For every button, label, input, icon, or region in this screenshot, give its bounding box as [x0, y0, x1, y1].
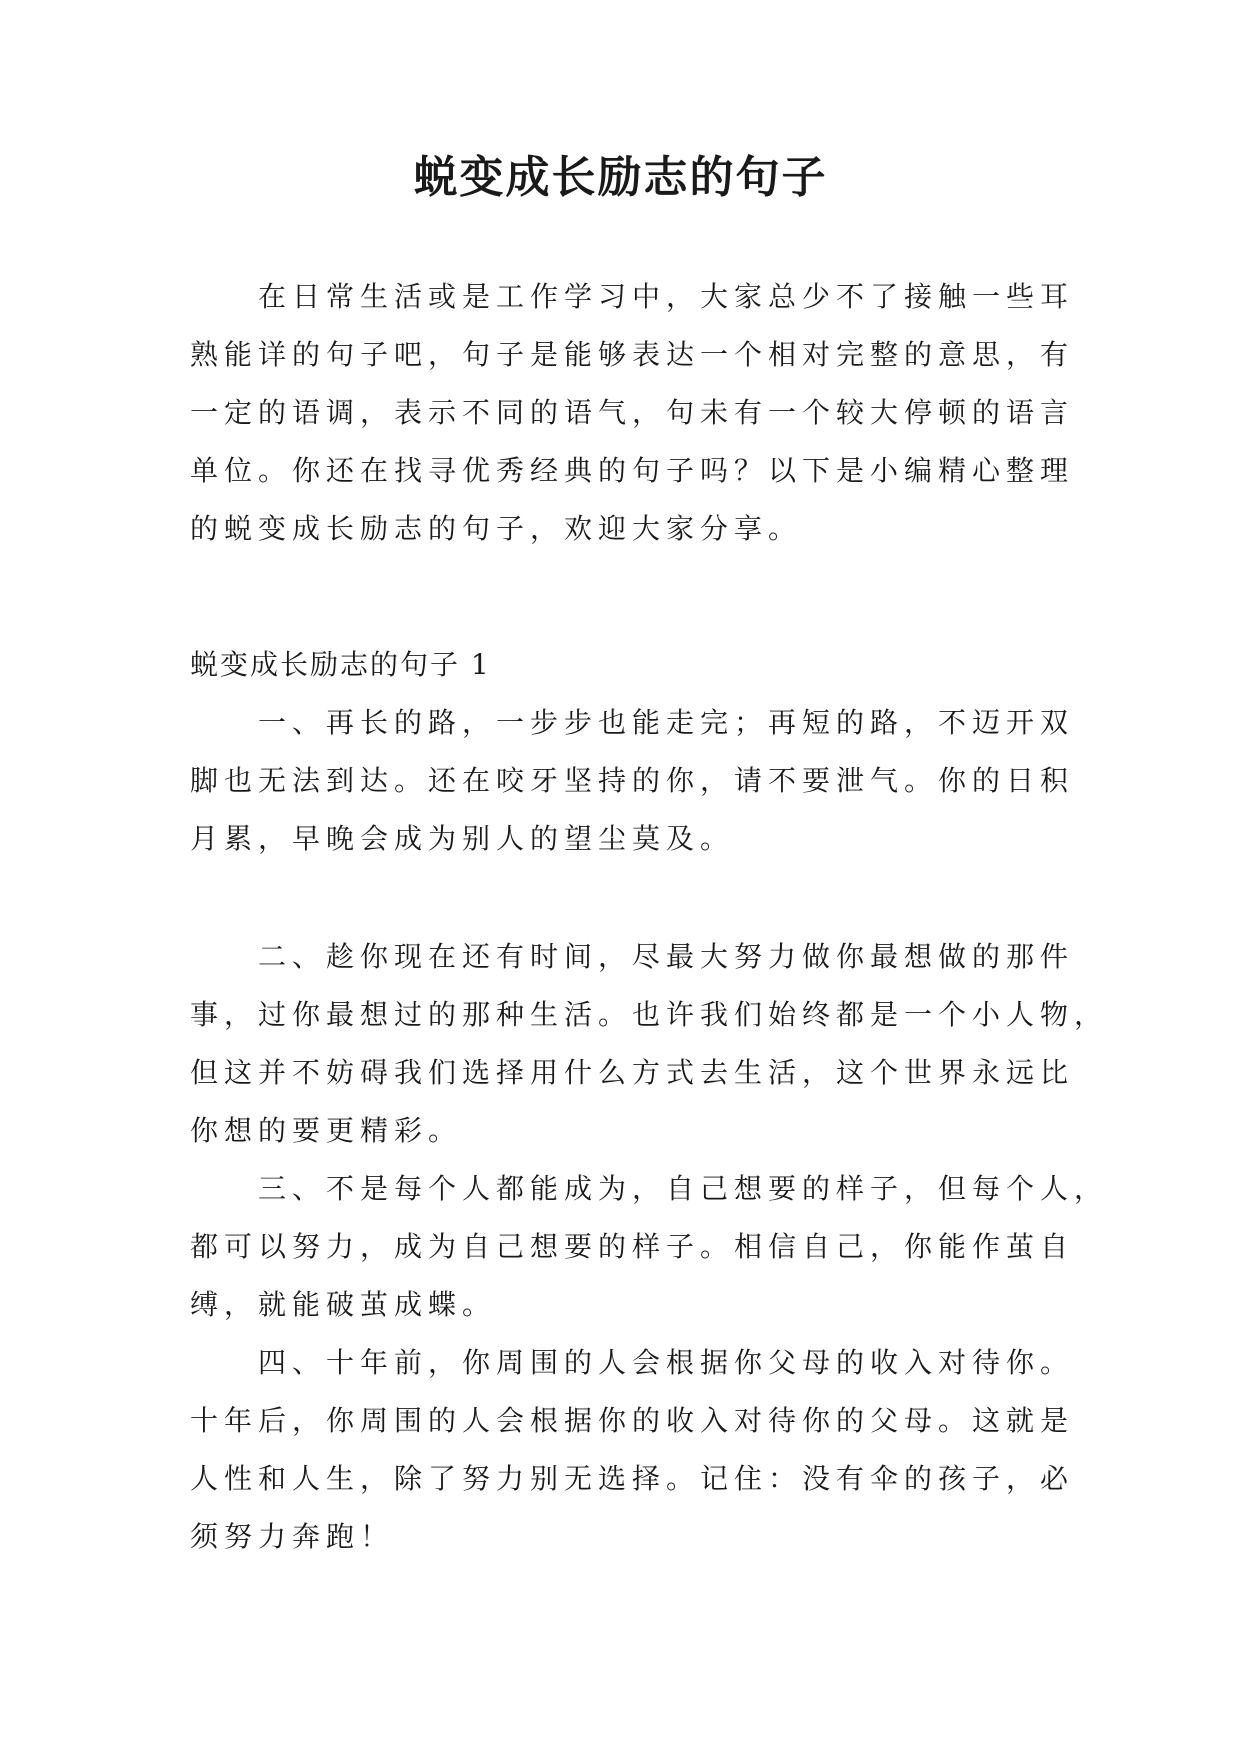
item-3-line: 都可以努力，成为自己想要的样子。相信自己，你能作茧自	[190, 1230, 1075, 1263]
item-4-line: 四、十年前，你周围的人会根据你父母的收入对待你。	[258, 1346, 1075, 1379]
item-4-line: 人性和人生，除了努力别无选择。记住：没有伞的孩子，必	[190, 1462, 1075, 1495]
item-1-paragraph	[190, 694, 1075, 868]
page-title: 蜕变成长励志的句子	[413, 152, 828, 203]
intro-line: 单位。你还在找寻优秀经典的句子吗？以下是小编精心整理	[190, 454, 1075, 487]
intro-line: 熟能详的句子吧，句子是能够表达一个相对完整的意思，有	[190, 338, 1075, 371]
item-2-paragraph	[190, 928, 1109, 1160]
intro-line: 一定的语调，表示不同的语气，句未有一个较大停顿的语言	[190, 396, 1075, 429]
item-4-paragraph	[190, 1334, 1075, 1566]
item-2-line: 你想的要更精彩。	[190, 1114, 463, 1147]
item-1-line: 一、再长的路，一步步也能走完；再短的路，不迈开双	[258, 706, 1075, 739]
item-3-paragraph	[190, 1160, 1109, 1334]
item-2-line: 但这并不妨碍我们选择用什么方式去生活，这个世界永远比	[190, 1056, 1075, 1089]
item-4-line: 须努力奔跑！	[190, 1520, 395, 1553]
item-4-line: 十年后，你周围的人会根据你的收入对待你的父母。这就是	[190, 1404, 1075, 1437]
item-3-line: 缚，就能破茧成蝶。	[190, 1288, 497, 1321]
item-2-line: 事，过你最想过的那种生活。也许我们始终都是一个小人物，	[190, 998, 1109, 1031]
item-1-line: 脚也无法到达。还在咬牙坚持的你，请不要泄气。你的日积	[190, 764, 1075, 797]
item-2-line: 二、趁你现在还有时间，尽最大努力做你最想做的那件	[258, 940, 1075, 973]
item-1-line: 月累，早晚会成为别人的望尘莫及。	[190, 822, 735, 855]
intro-paragraph	[190, 268, 1075, 558]
intro-line: 的蜕变成长励志的句子，欢迎大家分享。	[190, 512, 803, 545]
section-heading: 蜕变成长励志的句子 1	[190, 648, 491, 681]
item-3-line: 三、不是每个人都能成为，自己想要的样子，但每个人，	[258, 1172, 1109, 1205]
intro-line: 在日常生活或是工作学习中，大家总少不了接触一些耳	[258, 280, 1075, 313]
